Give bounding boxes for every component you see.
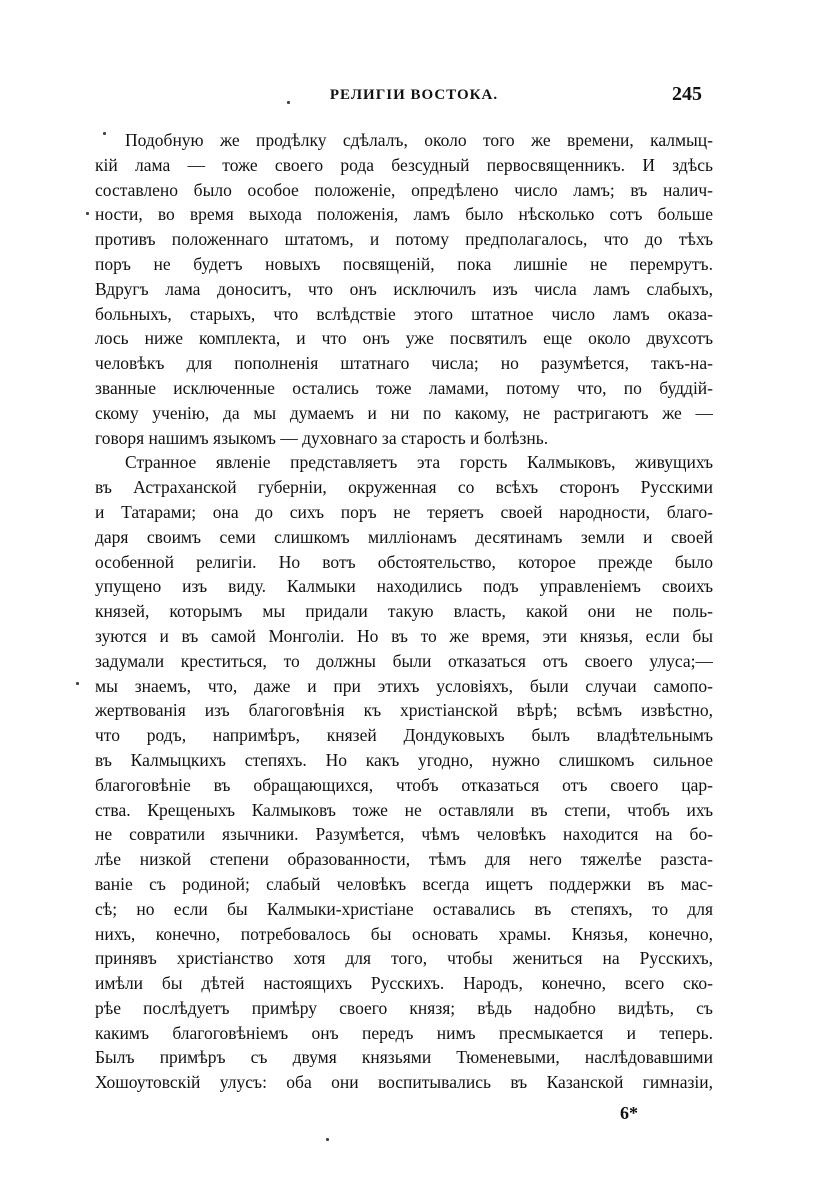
page-number: 245 (672, 83, 702, 105)
text-line: лѣе низкой степени образованности, тѣмъ для него тяжелѣе разста- (95, 849, 713, 870)
text-line: Былъ примѣръ съ двумя князьями Тюменевыми, наслѣдовавшими (95, 1047, 713, 1068)
text-line: мы знаемъ, что, даже и при этихъ условіяхъ, были случаи самопо- (95, 675, 713, 696)
body-text (95, 128, 713, 1095)
text-line: жертвованія изъ благоговѣнія къ христіанской вѣрѣ; всѣмъ извѣстно, (95, 700, 713, 721)
signature-mark: 6* (620, 1103, 638, 1123)
scan-speck (76, 682, 79, 685)
text-line: имѣли бы дѣтей настоящихъ Русскихъ. Народъ, конечно, всего ско- (95, 973, 713, 994)
text-line: въ Астраханской губерніи, окруженная со всѣхъ сторонъ Русскими (95, 477, 713, 498)
text-line: ности, во время выхода положенія, ламъ было нѣсколько сотъ больше (95, 204, 713, 225)
text-line: сѣ; но если бы Калмыки-христіане оставались въ степяхъ, то для (95, 898, 713, 919)
text-line: поръ не будетъ новыхъ посвященій, пока лишніе не перемрутъ. (95, 253, 713, 274)
text-line: нихъ, конечно, потребовалось бы основать храмы. Князья, конечно, (95, 923, 713, 944)
text-line: лось ниже комплекта, и что онъ уже посвятилъ еще около двухсотъ (95, 328, 713, 349)
text-line: благоговѣніе въ обращающихся, чтобъ отказаться отъ своего цар- (95, 774, 713, 795)
running-head (120, 83, 708, 111)
text-line: Вдругъ лама доноситъ, что онъ исключилъ изъ числа ламъ слабыхъ, (95, 278, 713, 299)
text-line: больныхъ, старыхъ, что вслѣдствіе этого штатное число ламъ оказа- (95, 303, 713, 324)
scan-speck (326, 1138, 329, 1141)
running-title: РЕЛИГІИ ВОСТОКА. (329, 87, 499, 103)
text-line: какимъ благоговѣніемъ онъ передъ нимъ пресмыкается и теперь. (95, 1022, 713, 1043)
text-line: что родъ, напримѣръ, князей Дондуковыхъ былъ владѣтельнымъ (95, 725, 713, 746)
text-line: упущено изъ виду. Калмыки находились подъ управленіемъ своихъ (95, 576, 713, 597)
text-line: составлено было особое положеніе, опредѣлено число ламъ; въ налич- (95, 179, 713, 200)
text-line: князей, которымъ мы придали такую власть, какой они не поль- (95, 601, 713, 622)
text-line: принявъ христіанство хотя для того, чтобы жениться на Русскихъ, (95, 948, 713, 969)
text-line: Подобную же продѣлку сдѣлалъ, около того же времени, калмыц- (125, 130, 713, 150)
text-line: ваніе съ родиной; слабый человѣкъ всегда ищетъ поддержки въ мас- (95, 873, 713, 894)
text-line: даря своимъ семи слишкомъ милліонамъ десятинамъ земли и своей (95, 526, 713, 547)
text-line: и Татарами; она до сихъ поръ не теряетъ своей народности, благо- (95, 501, 713, 522)
scan-speck (287, 101, 290, 104)
text-line: рѣе послѣдуетъ примѣру своего князя; вѣдь надобно видѣть, съ (95, 997, 713, 1018)
text-line: ства. Крещеныхъ Калмыковъ тоже не оставляли въ степи, чтобъ ихъ (95, 799, 713, 820)
text-line: не совратили язычники. Разумѣется, чѣмъ человѣкъ находится на бо- (95, 824, 713, 845)
text-line: кій лама — тоже своего рода безсудный первосвященникъ. И здѣсь (95, 154, 713, 175)
text-line: особенной религіи. Но вотъ обстоятельство, которое прежде было (95, 551, 713, 572)
scan-speck (86, 212, 89, 215)
scan-speck (103, 132, 106, 135)
text-line: званные исключенные остались тоже ламами, потому что, по буддій- (95, 377, 713, 398)
text-line: задумали креститься, то должны были отказаться отъ своего улуса;— (95, 650, 713, 671)
text-line: зуются и въ самой Монголіи. Но въ то же время, эти князья, если бы (95, 625, 713, 646)
text-line: человѣкъ для пополненія штатнаго числа; но разумѣется, такъ-на- (95, 353, 713, 374)
text-line: говоря нашимъ языкомъ — духовнаго за старость и болѣзнь. (95, 427, 549, 448)
text-line: Хошоутовскій улусъ: оба они воспитывались въ Казанской гимназіи, (95, 1072, 713, 1093)
text-line: Странное явленіе представляетъ эта горсть Калмыковъ, живущихъ (125, 452, 713, 473)
text-line: противъ положеннаго штатомъ, и потому предполагалось, что до тѣхъ (95, 229, 713, 250)
text-line: въ Калмыцкихъ степяхъ. Но какъ угодно, нужно слишкомъ сильное (95, 749, 713, 770)
text-line: скому ученію, да мы думаемъ и ни по какому, не растригаютъ же — (95, 402, 713, 423)
